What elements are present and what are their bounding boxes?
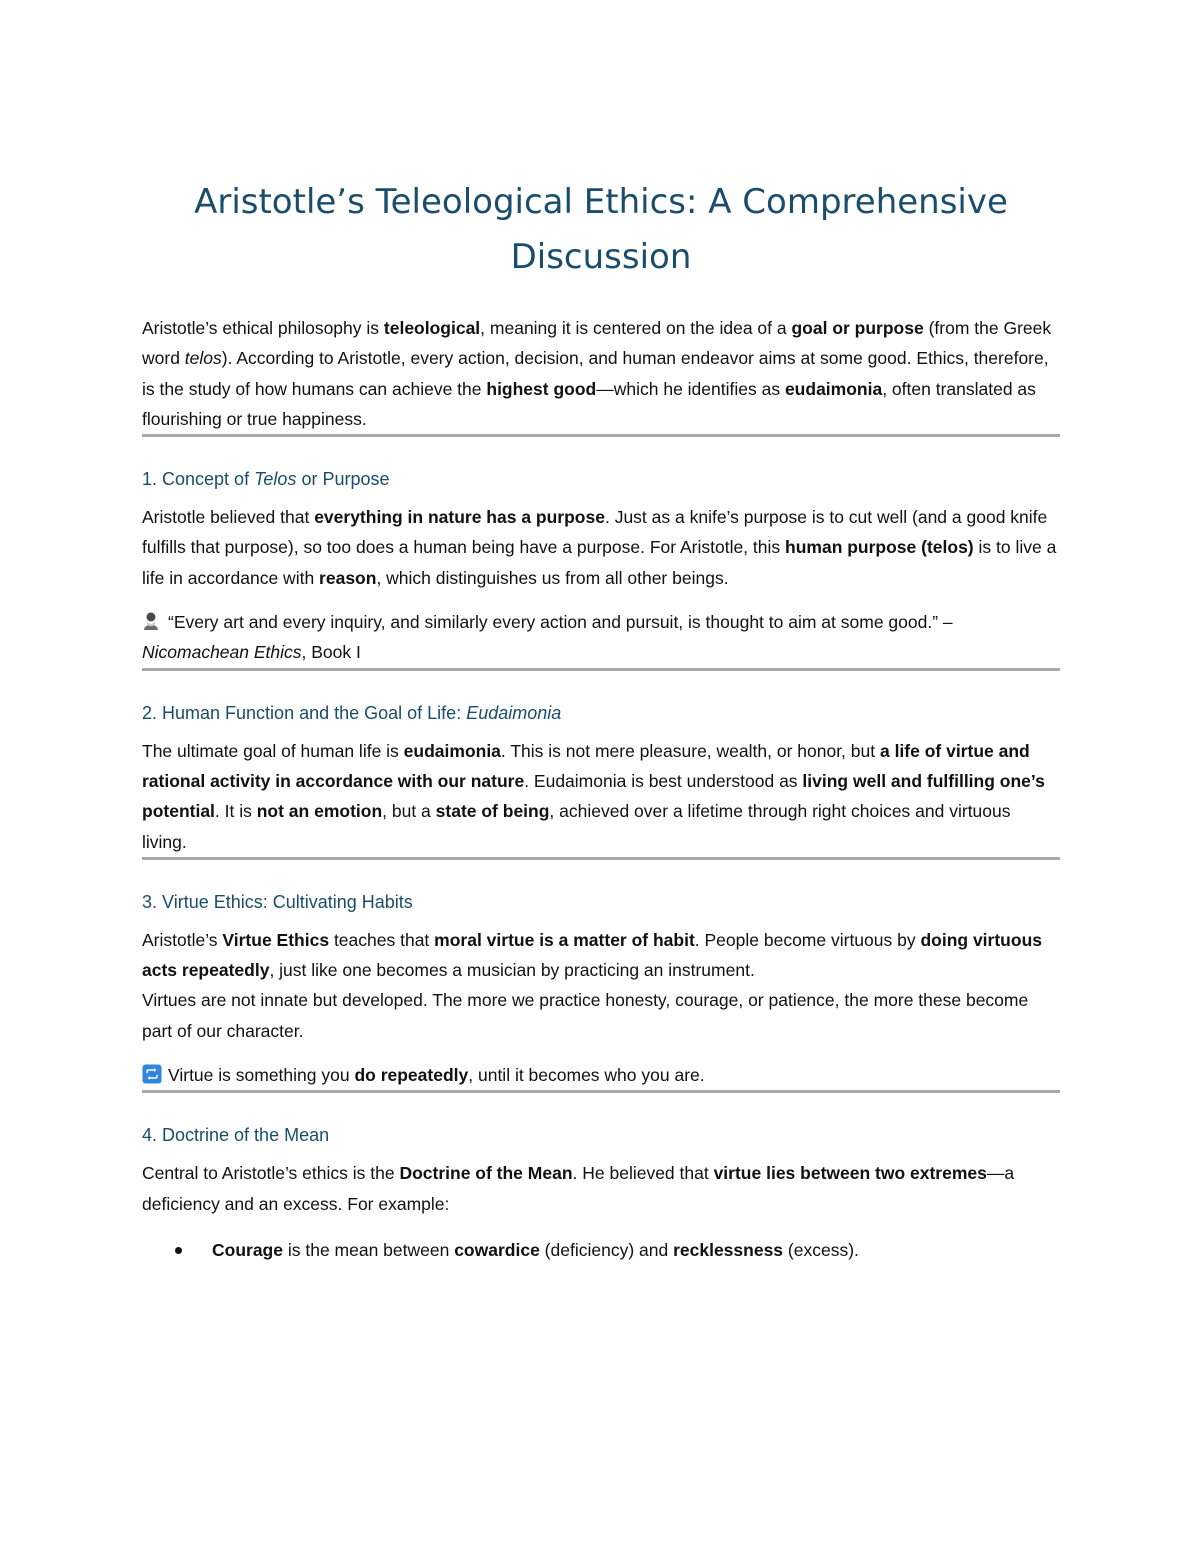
section-heading-eudaimonia: 2. Human Function and the Goal of Life: Eudaimonia (142, 702, 562, 723)
eudaimonia-paragraph: The ultimate goal of human life is eudaimonia. This is not mere pleasure, wealth, or honor, but a life of virtue and rational activity in accordance with our nature. Eudaimonia is best understood as living well and fulfilling one’s potential. It is not an emotion, but a state of being, achieved over a lifetime through right choices and virtuous living. (142, 740, 1045, 852)
list-item: Courage is the mean between cowardice (deficiency) and recklessness (excess). (142, 1235, 1060, 1265)
divider (142, 668, 1060, 671)
quote-paragraph: “Every art and every inquiry, and similarly every action and pursuit, is thought to aim at some good.” – Nicomachean Ethics, Book I (142, 612, 953, 663)
divider (142, 434, 1060, 437)
philosopher-icon (142, 610, 162, 630)
virtue-note: Virtue is something you do repeatedly, until it becomes who you are. (142, 1060, 1060, 1090)
doctrine-paragraph: Central to Aristotle’s ethics is the Doctrine of the Mean. He believed that virtue lies between two extremes—a deficiency and an excess. For example: (142, 1163, 1015, 1214)
repeat-icon (142, 1063, 162, 1083)
page-title: Aristotle’s Teleological Ethics: A Comprehensive Discussion (194, 182, 1008, 277)
telos-paragraph: Aristotle believed that everything in nature has a purpose. Just as a knife’s purpose is to cut well (and a good knife fulfills that purpose), so too does a human being have a purpose. For Aristotle, this human purpose (telos) is to live a life in accordance with reason, which distinguishes us from all other beings. (142, 507, 1057, 588)
section-heading-doctrine-of-mean: 4. Doctrine of the Mean (142, 1125, 330, 1146)
divider (142, 857, 1060, 860)
document-body (142, 175, 1060, 1265)
section-heading-virtue-ethics: 3. Virtue Ethics: Cultivating Habits (142, 891, 413, 912)
virtue-ethics-paragraph: Aristotle’s Virtue Ethics teaches that moral virtue is a matter of habit. People become virtuous by doing virtuous acts repeatedly, just like one becomes a musician by practicing an instrument. Virtues are not innate but developed. The more we practice honesty, courage, or patience, the more these become part of our character. (142, 929, 1042, 1041)
intro-paragraph: Aristotle’s ethical philosophy is teleological, meaning it is centered on the idea of a goal or purpose (from the Greek word telos). According to Aristotle, every action, decision, and human endeavor aims at some good. Ethics, therefore, is the study of how humans can achieve the highest good—which he identifies as eudaimonia, often translated as flourishing or true happiness. (142, 318, 1052, 429)
examples-list (142, 1235, 1060, 1265)
divider (142, 1090, 1060, 1093)
section-heading-telos: 1. Concept of Telos or Purpose (142, 469, 390, 490)
bullet-icon (175, 1247, 182, 1254)
